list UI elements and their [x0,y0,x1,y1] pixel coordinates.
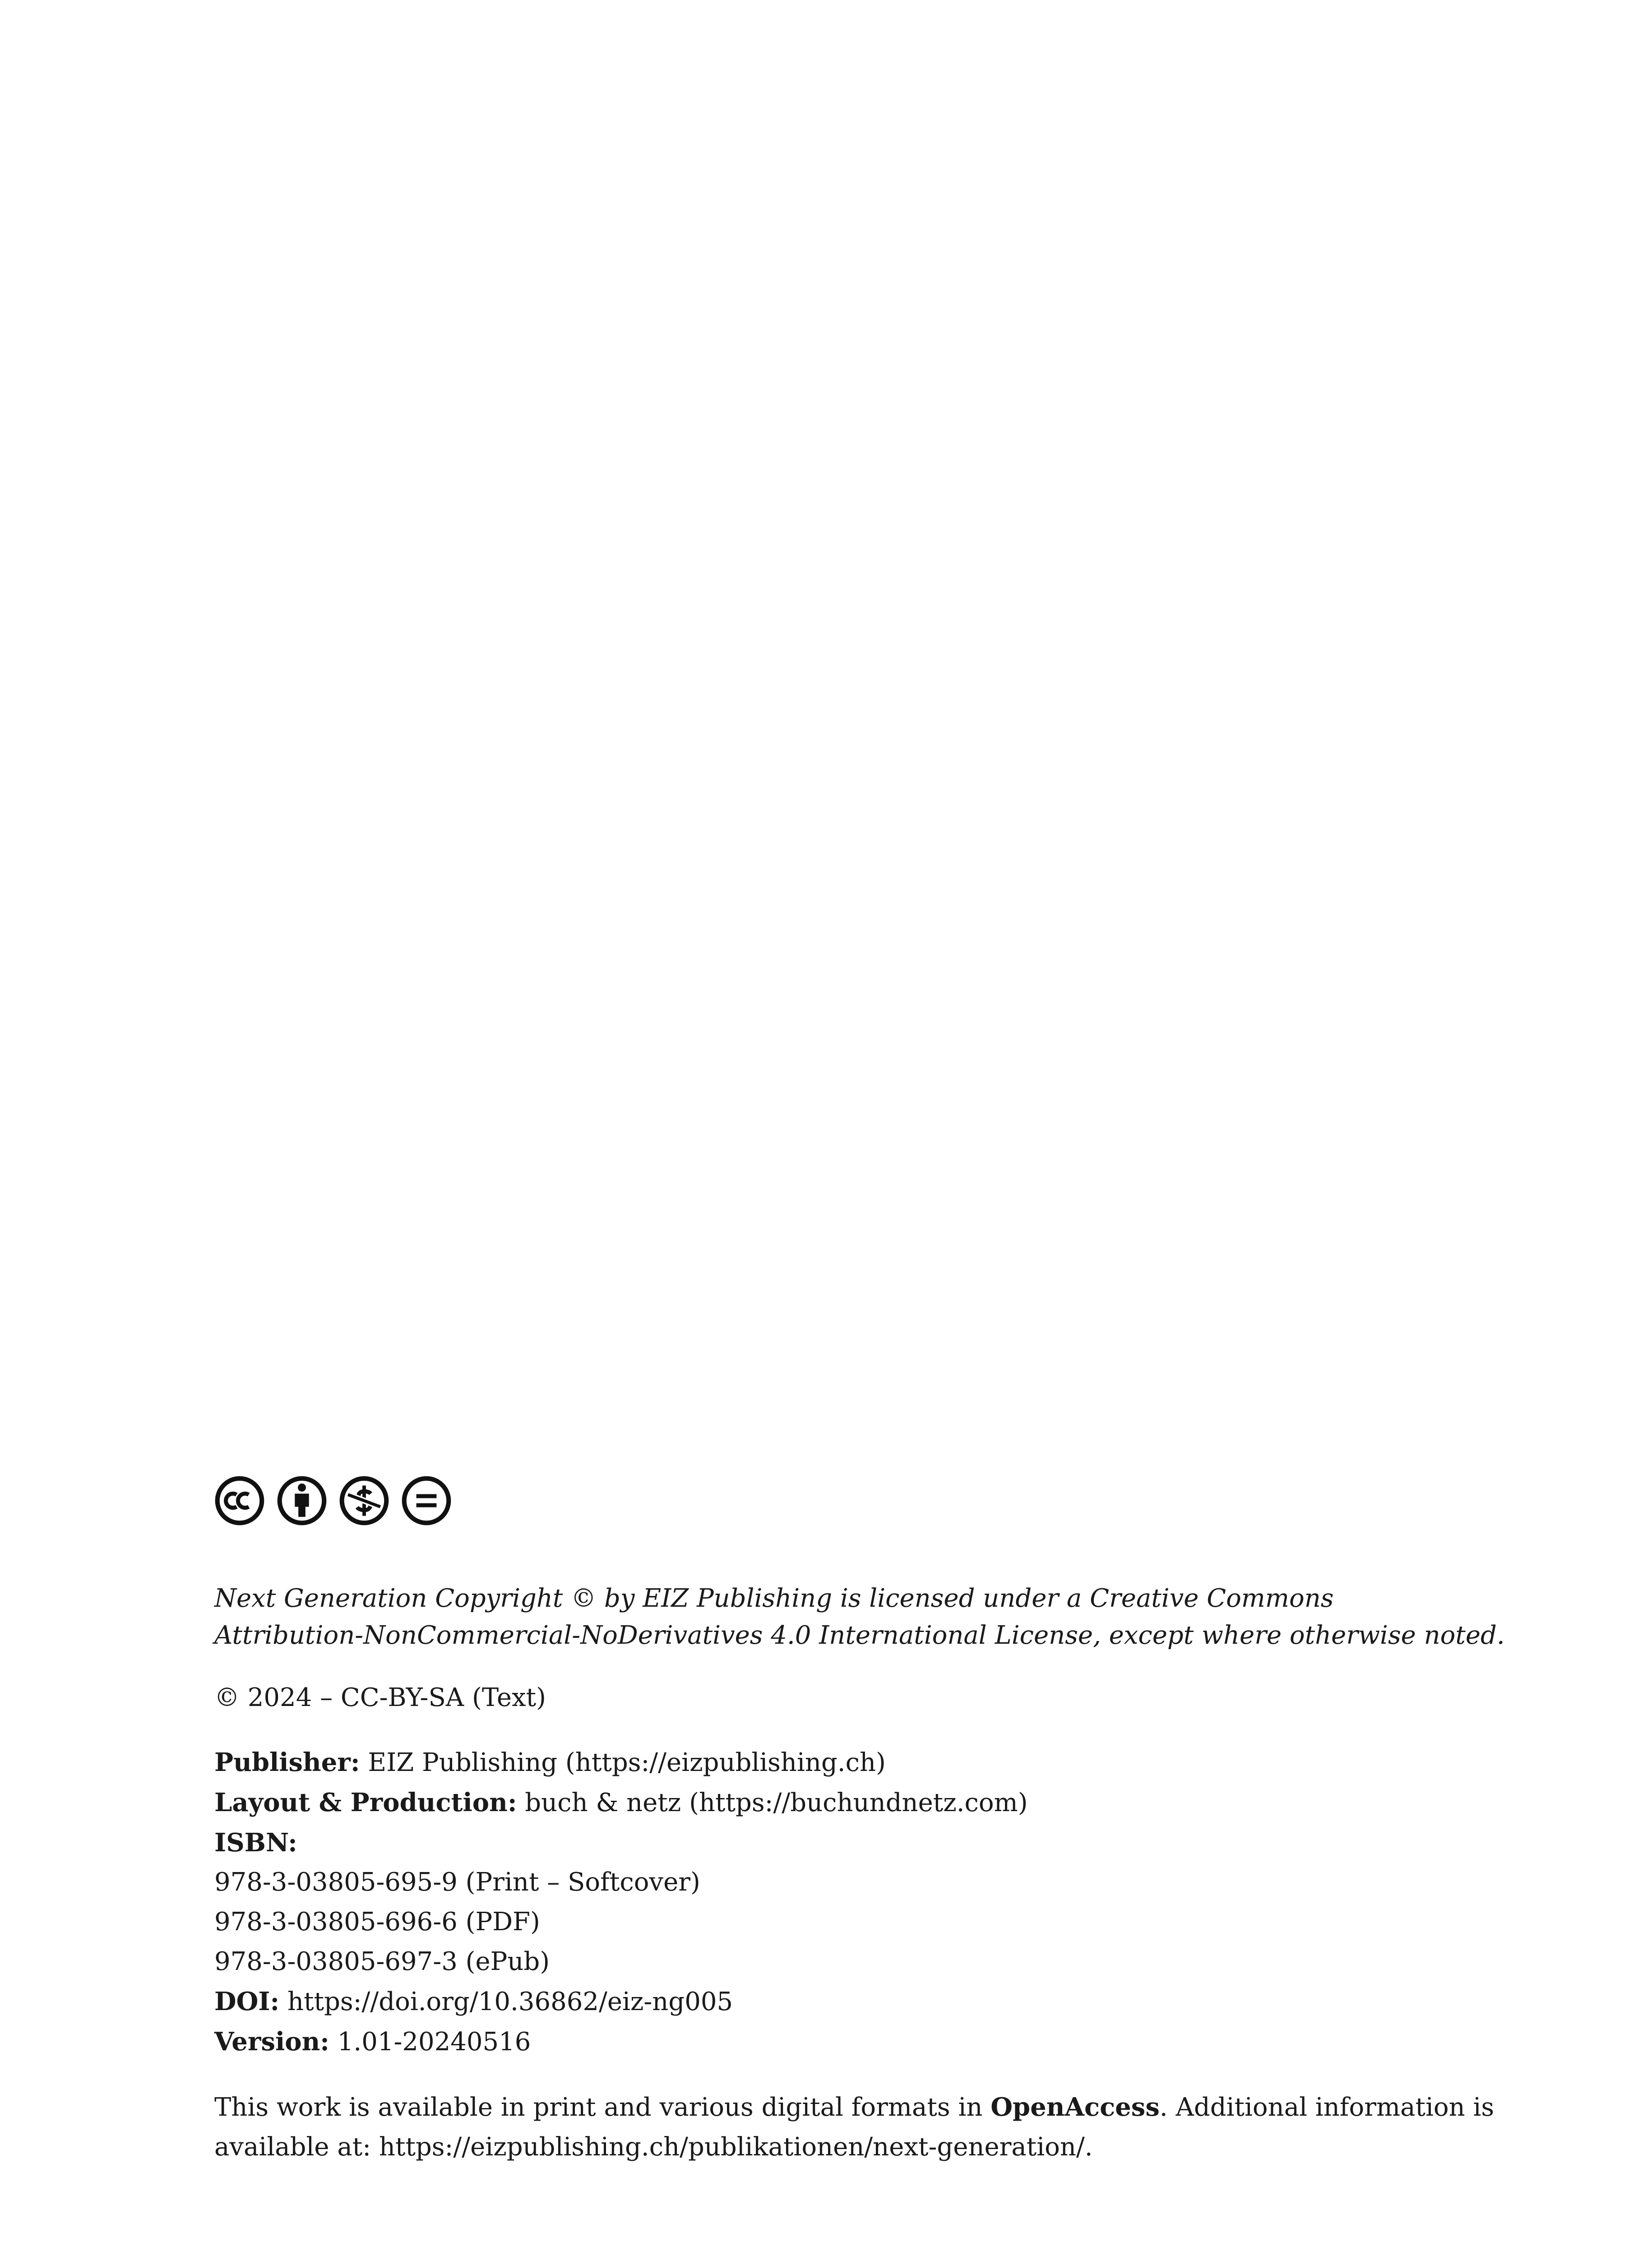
publication-metadata [214,1743,1442,2062]
version-value: 1.01-20240516 [329,2027,531,2057]
isbn-label: ISBN: [214,1828,297,1858]
cc-icon [214,1475,265,1526]
availability-part2: . Additional information is [1159,2093,1495,2122]
isbn-epub: 978-3-03805-697-3 (ePub) [214,1947,550,1976]
layout-value: buch & netz (https://buchundnetz.com) [517,1788,1028,1817]
isbn-pdf: 978-3-03805-696-6 (PDF) [214,1907,540,1937]
nd-icon [401,1475,452,1526]
by-icon [277,1475,327,1526]
license-line-1: Next Generation Copyright © by EIZ Publishing is licensed under a Creative Commons [214,1584,1334,1613]
layout-label: Layout & Production: [214,1788,517,1817]
availability-note [214,2087,1495,2167]
layout-line [214,1783,1442,1823]
imprint-content [214,1475,1505,2167]
copyright-notice: © 2024 – CC-BY-SA (Text) [214,1683,546,1712]
license-line-2: Attribution-NonCommercial-NoDerivatives 4.0 International License, except where otherwise noted. [214,1621,1505,1650]
isbn-print: 978-3-03805-695-9 (Print – Softcover) [214,1868,700,1897]
availability-line-2: available at: https://eizpublishing.ch/publikationen/next-generation/. [214,2132,1093,2162]
availability-line-1 [214,2087,1495,2127]
license-statement [214,1580,1505,1654]
publisher-label: Publisher: [214,1747,360,1777]
publisher-line [214,1743,1442,1783]
version-line [214,2022,1442,2062]
publisher-value: EIZ Publishing (https://eizpublishing.ch) [360,1748,886,1777]
version-label: Version: [214,2027,329,2057]
open-access-label: OpenAccess [990,2092,1160,2122]
cc-license-badges [214,1475,1442,1526]
doi-value: https://doi.org/10.36862/eiz-ng005 [279,1987,733,2016]
nc-icon [339,1475,389,1526]
doi-label: DOI: [214,1987,280,2016]
doi-line [214,1982,1442,2022]
availability-part1: This work is available in print and various digital formats in [214,2093,991,2122]
